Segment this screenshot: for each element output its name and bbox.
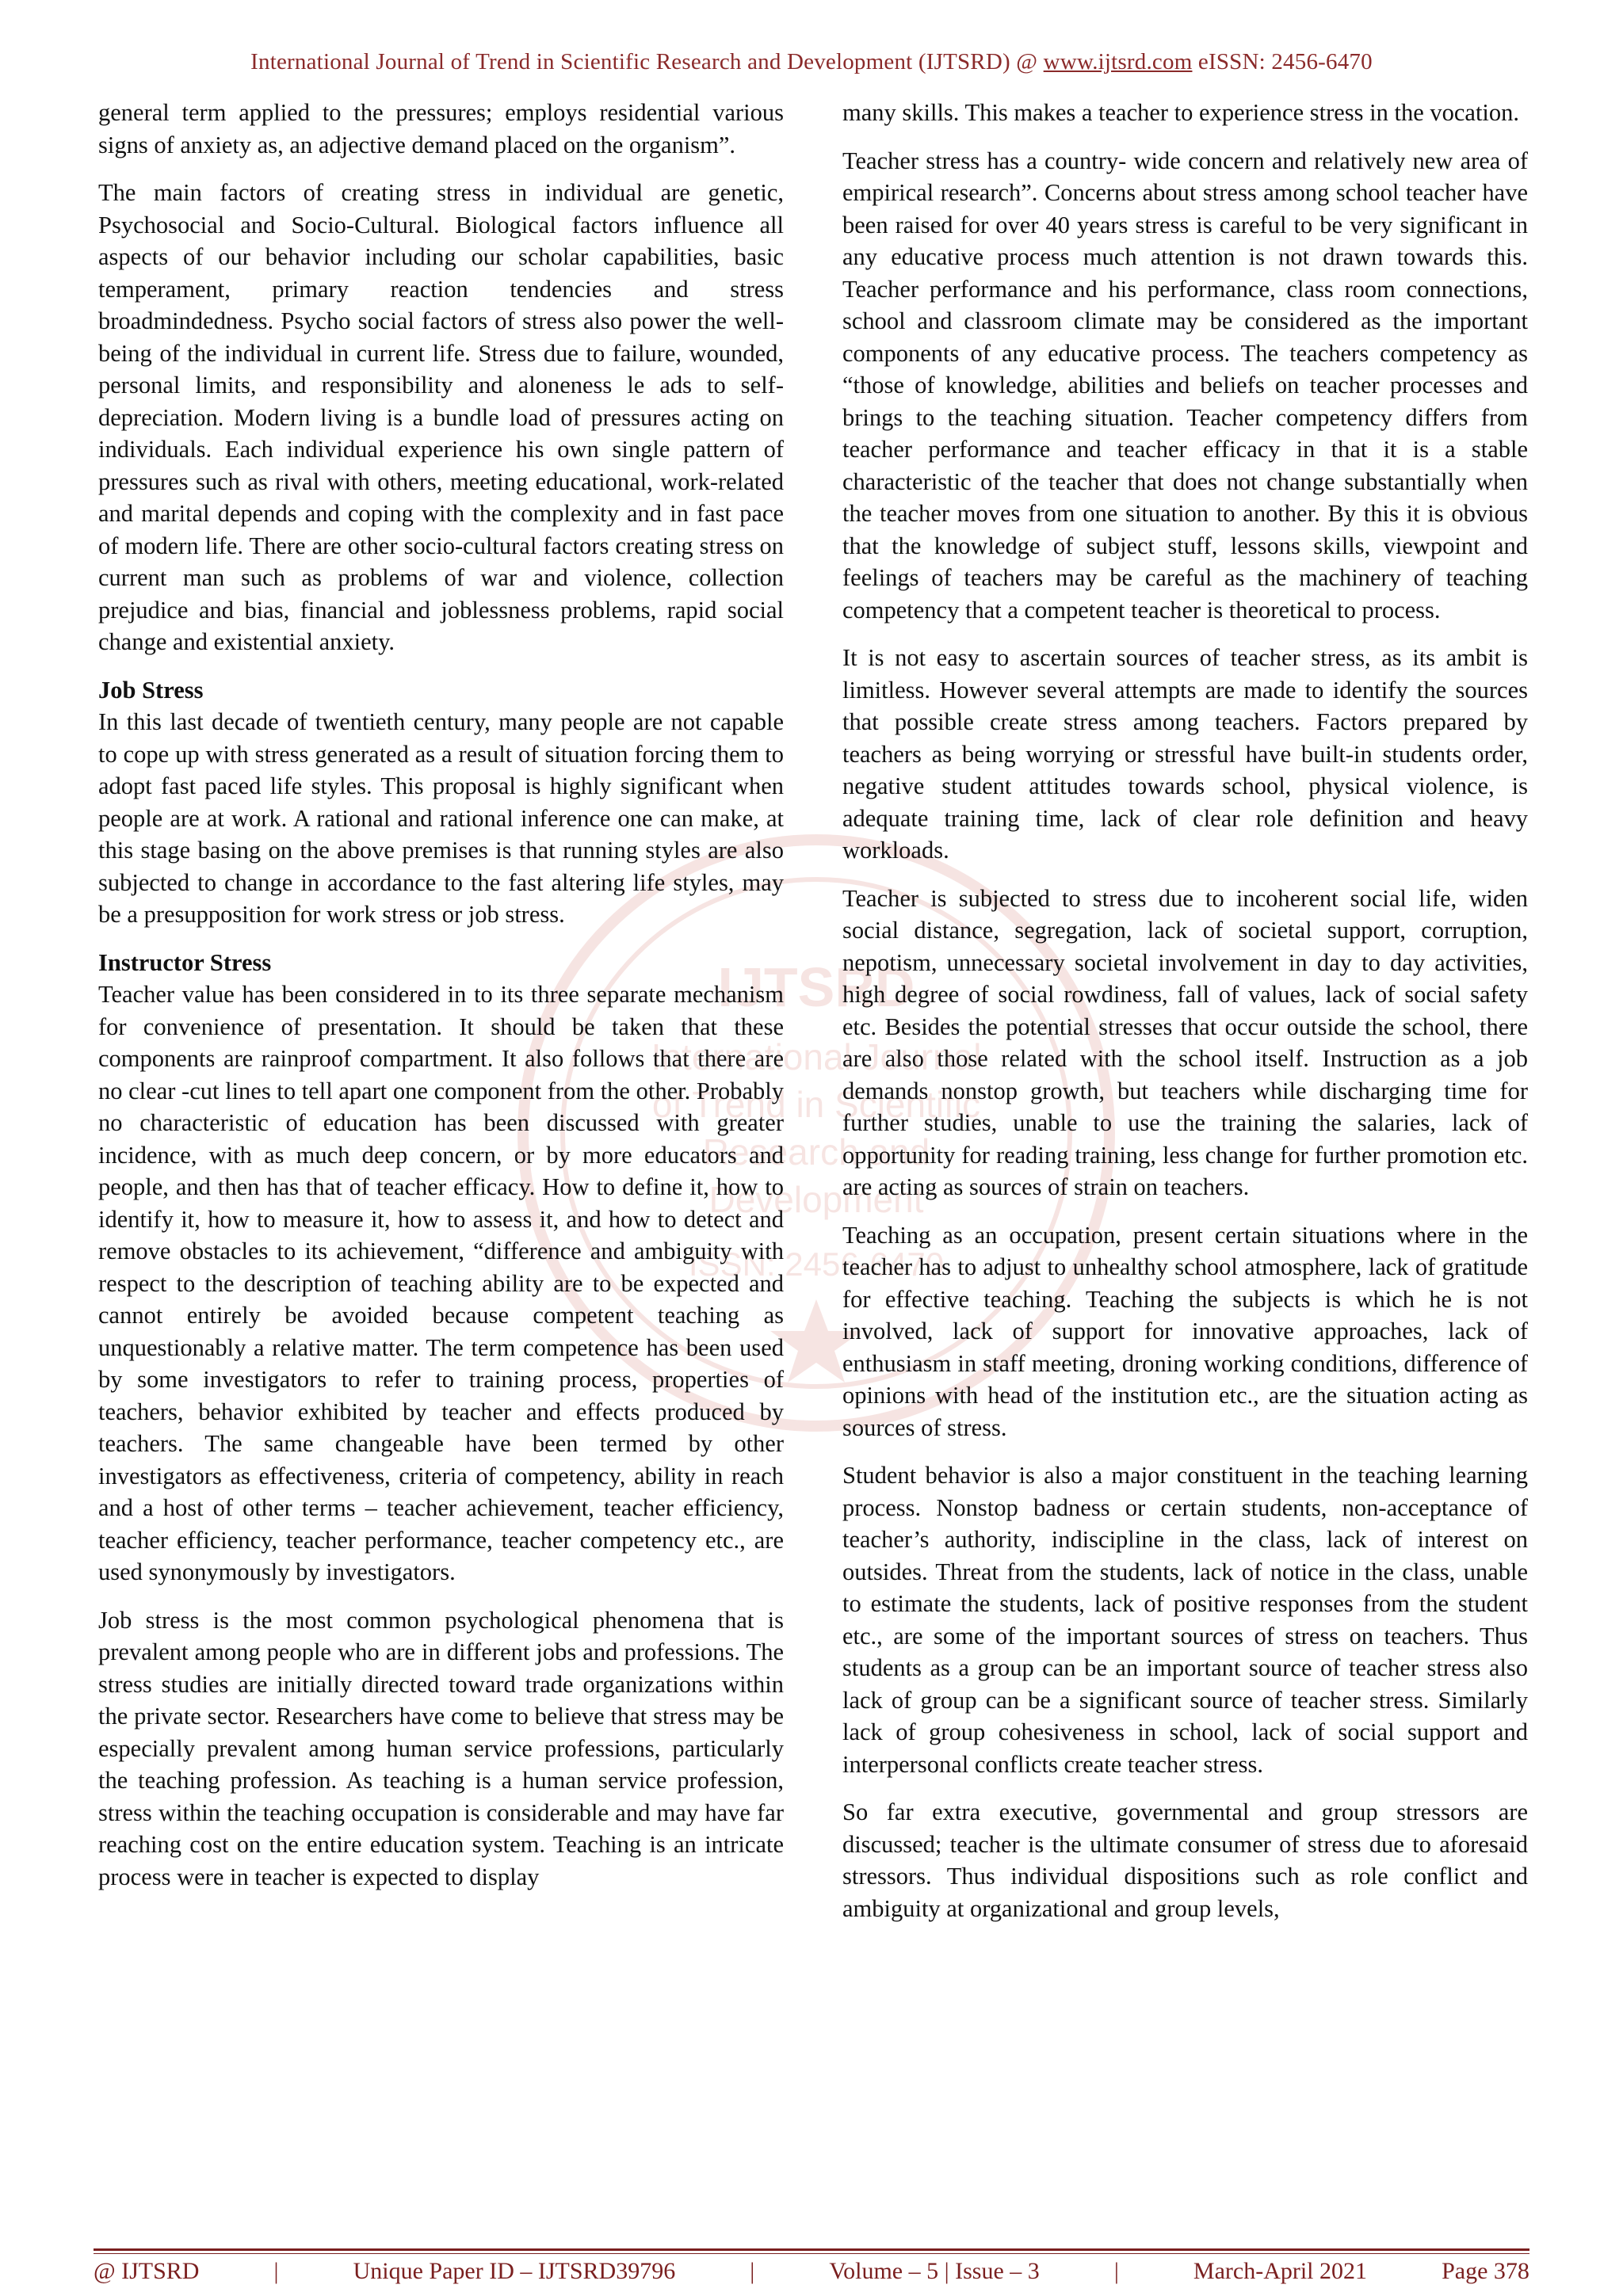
left-paragraph-1: general term applied to the pressures; employs residential various signs of anxiety as, an adjective demand placed on the organism”.	[98, 99, 784, 158]
seal-line-1: International Journal	[651, 1036, 982, 1077]
footer-separator: |	[750, 2258, 755, 2284]
right-paragraph-7: So far extra executive, governmental and group stressors are discussed; teacher is the ultimate consumer of stress due to aforesaid stressors. Thus individual dispositions such as role conflict and ambiguity at organizational and group levels,	[842, 1798, 1528, 1922]
footer-paper-id: Unique Paper ID – IJTSRD39796	[353, 2258, 676, 2284]
left-paragraph-5: Job stress is the most common psychological phenomena that is prevalent among people who are in different jobs and professions. The stress studies are initially directed toward trade organizations within the private sector. Researchers have come to believe that stress may be especially prevalent among human service professions, particularly the teaching profession. As teaching is a human service profession, stress within the teaching occupation is considerable and may have far reaching cost on the entire education system. Teaching is an intricate process were in teacher is expected to display	[98, 1606, 784, 1890]
seal-issn: ISSN: 2456-6470	[688, 1245, 945, 1283]
left-paragraph-2: The main factors of creating stress in individual are genetic, Psychosocial and Socio-Cultural. Biological factors influence all aspects of our behavior including our scholar capabilities, basic temperament, primary reaction tendencies and stress broadmindedness. Psycho social factors of stress also power the well-being of the individual in current life. Stress due to failure, wounded, personal limits, and responsibility and aloneness le ads to self-depreciation. Modern living is a bundle load of pressures acting on individuals. Each individual experience his own single pattern of pressures such as rival with others, meeting educational, work-related and marital depends and coping with the complexity and in fast pace of modern life. There are other socio-cultural factors creating stress on current man such as problems of war and violence, collection prejudice and bias, financial and joblessness problems, rapid social change and existential anxiety.	[98, 179, 784, 655]
heading-job-stress: Job Stress	[98, 676, 204, 704]
footer-volume-issue: Volume – 5 | Issue – 3	[829, 2258, 1040, 2284]
footer-separator: |	[273, 2258, 279, 2284]
page-footer	[94, 2258, 1529, 2285]
left-paragraph-4: Teacher value has been considered in to its three separate mechanism for convenience of presentation. It should be taken that these components are rainproof compartment. It also follows that there are no clear -cut lines to tell apart one component from the other. Probably no characteristic of education has been discussed with greater incidence, with as much deep concern, or by more educators and people, and then has that of teacher efficacy. How to define it, how to identify it, how to measure it, how to assess it, and how to detect and remove obstacles to its achievement, “difference and ambiguity with respect to the description of teaching ability are to be expected and cannot entirely be avoided because competent teaching as unquestionably a relative matter. The term competence has been used by some investigators to refer to training process, properties of teachers, behavior exhibited by teacher and effects produced by teachers. The same changeable have been termed by other investigators as effectiveness, criteria of competency, ability in reach and a host of other terms – teacher achievement, teacher efficiency, teacher efficiency, teacher performance, teacher competency etc., are used synonymously by investigators.	[98, 981, 784, 1585]
footer-page-number: Page 378	[1442, 2258, 1529, 2284]
footer-date: March-April 2021	[1193, 2258, 1368, 2284]
right-paragraph-5: Teaching as an occupation, present certain situations where in the teacher has to adjust to unhealthy school atmosphere, lack of gratitude for effective teaching. Teaching the subjects is which he is not involved, lack of support for innovative approaches, lack of enthusiasm in staff meeting, droning working conditions, difference of opinions with head of the institution etc., are the situation acting as sources of stress.	[842, 1221, 1528, 1441]
heading-instructor-stress: Instructor Stress	[98, 948, 272, 976]
journal-url-link[interactable]: www.ijtsrd.com	[1043, 49, 1193, 74]
right-column	[842, 97, 1528, 1940]
seal-line-4: Development	[708, 1179, 924, 1220]
left-column	[98, 97, 784, 1909]
right-paragraph-4: Teacher is subjected to stress due to incoherent social life, widen social distance, segregation, lack of societal support, corruption, nepotism, unnecessary societal involvement in day to day activities, high degree of social rowdiness, fall of values, lack of social safety etc. Besides the potential stresses that occur outside the school, there are also those related with the school itself. Instruction as a job demands nonstop growth, but teachers while discharging time for further studies, unable to use the training the salaries, lack of opportunity for reading training, less change for further promotion etc. are acting as sources of strain on teachers.	[842, 884, 1528, 1200]
right-paragraph-6: Student behavior is also a major constituent in the teaching learning process. Nonstop badness or certain students, non-acceptance of teacher’s authority, indiscipline in the class, lack of interest on outsides. Threat from the students, lack of notice in the class, unable to estimate the students, lack of positive responses from the student etc., are some of the important sources of stress on teachers. Thus students as a group can be an important source of teacher stress also lack of group can be a significant source of teacher stress. Similarly lack of group cohesiveness in school, lack of social support and interpersonal conflicts create teacher stress.	[842, 1462, 1528, 1778]
seal-abbr: IJTSRD	[717, 956, 915, 1018]
running-header	[0, 49, 1623, 75]
footer-copyright: @ IJTSRD	[94, 2258, 200, 2284]
seal-line-2: of Trend in Scientific	[651, 1084, 981, 1125]
journal-name: International Journal of Trend in Scientific Research and Development (IJTSRD) @	[250, 49, 1044, 74]
right-paragraph-1: many skills. This makes a teacher to experience stress in the vocation.	[842, 99, 1520, 126]
footer-separator: |	[1113, 2258, 1119, 2284]
seal-line-3: Research and	[702, 1131, 930, 1173]
footer-rule	[94, 2248, 1529, 2254]
left-paragraph-3: In this last decade of twentieth century, many people are not capable to cope up with stress generated as a result of situation forcing them to adopt fast paced life styles. This proposal is highly significant when people are at work. A rational and rational inference one can make, at this stage basing on the above premises is that running styles are also subjected to change in accordance to the fast altering life styles, may be a presupposition for work stress or job stress.	[98, 708, 784, 928]
journal-issn: eISSN: 2456-6470	[1192, 49, 1373, 74]
right-paragraph-2: Teacher stress has a country- wide concern and relatively new area of empirical research”. Concerns about stress among school teacher have been raised for over 40 years stress is careful to be very significant in any educative process much attention is not drawn towards this. Teacher performance and his performance, class room connections, school and classroom climate may be considered as the important components of any educative process. The teachers competency as “those of knowledge, abilities and beliefs on teacher processes and brings to the teaching situation. Teacher competency differs from teacher performance and teacher efficacy in that it is a stable characteristic of the teacher that does not change substantially when the teacher moves from one situation to another. By this it is obvious that the knowledge of subject stuff, lessons skills, viewpoint and feelings of teachers may be careful as the machinery of teaching competency that a competent teacher is theoretical to process.	[842, 147, 1528, 624]
right-paragraph-3: It is not easy to ascertain sources of teacher stress, as its ambit is limitless. However several attempts are made to identify the sources that possible create stress among teachers. Factors prepared by teachers as being worrying or stressful have built-in students order, negative student attitudes towards school, physical violence, is adequate training time, lack of clear role definition and heavy workloads.	[842, 644, 1528, 864]
